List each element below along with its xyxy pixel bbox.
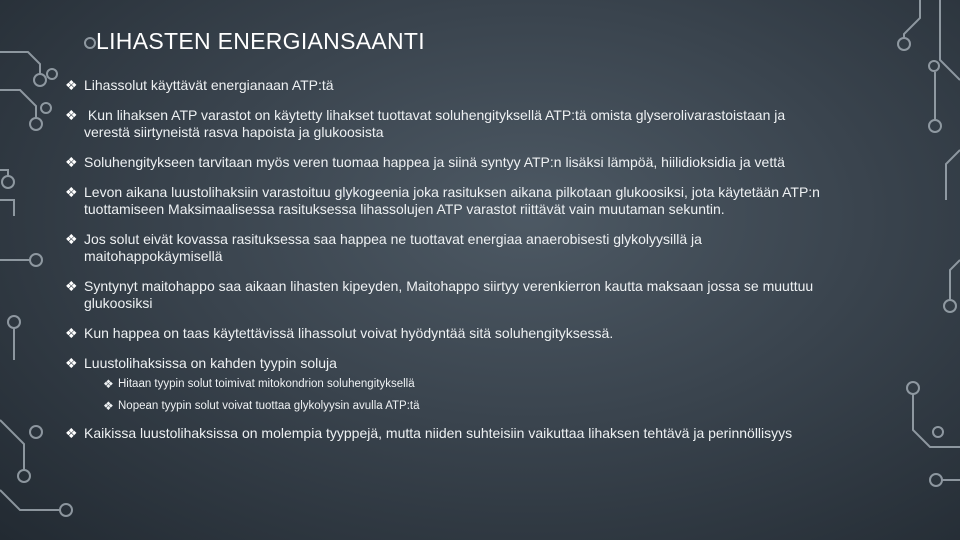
diamond-bullet-icon: ❖ [65, 154, 78, 170]
bullet-text: Jos solut eivät kovassa rasituksessa saa happea ne tuottavat energiaa anaerobisesti glykolyysillä ja maitohappokäymisellä [84, 231, 702, 264]
bullet-item [62, 231, 822, 265]
diamond-bullet-icon: ❖ [65, 425, 78, 441]
bullet-item [62, 325, 822, 342]
slide-title: LIHASTEN ENERGIANSAANTI [96, 28, 425, 54]
diamond-bullet-icon: ❖ [65, 355, 78, 371]
diamond-bullet-icon: ❖ [65, 77, 78, 93]
bullet-item [62, 154, 822, 171]
bullet-item [62, 107, 822, 141]
bullet-item [62, 278, 822, 312]
diamond-bullet-icon: ❖ [103, 399, 114, 413]
bullet-text: Kun happea on taas käytettävissä lihassolut voivat hyödyntää sitä soluhengityksessä. [84, 325, 614, 341]
diamond-bullet-icon: ❖ [65, 107, 78, 123]
diamond-bullet-icon: ❖ [65, 231, 78, 247]
bullet-item [62, 184, 822, 218]
bullet-item [62, 425, 822, 442]
sub-bullet-text: Hitaan tyypin solut toimivat mitokondrion soluhengityksellä [118, 378, 415, 390]
bullet-text: Syntynyt maitohappo saa aikaan lihasten kipeyden, Maitohappo siirtyy verenkierron kautta maksaan jossa se muuttuu glukoosiksi [84, 278, 814, 311]
bullet-text: Luustolihaksissa on kahden tyypin soluja [84, 355, 337, 371]
sub-bullet-item [62, 399, 822, 413]
bullet-text: Lihassolut käyttävät energianaan ATP:tä [84, 77, 334, 93]
bullet-item [62, 77, 822, 94]
bullet-text: Kun lihaksen ATP varastot on käytetty lihakset tuottavat soluhengityksellä ATP:tä omista glyserolivarastoistaan ja verestä siirtyneistä rasva hapoista ja glukoosista [84, 107, 790, 140]
bullet-list [62, 77, 822, 455]
bullet-text: Soluhengitykseen tarvitaan myös veren tuomaa happea ja siinä syntyy ATP:n lisäksi lämpöä, hiilidioksidia ja vettä [84, 154, 785, 170]
bullet-item [62, 355, 822, 372]
diamond-bullet-icon: ❖ [103, 377, 114, 391]
diamond-bullet-icon: ❖ [65, 278, 78, 294]
diamond-bullet-icon: ❖ [65, 184, 78, 200]
bullet-text: Kaikissa luustolihaksissa on molempia tyyppejä, mutta niiden suhteisiin vaikuttaa lihaksen tehtävä ja perinnöllisyys [84, 425, 793, 441]
sub-bullet-text: Nopean tyypin solut voivat tuottaa glykolyysin avulla ATP:tä [118, 400, 420, 412]
diamond-bullet-icon: ❖ [65, 325, 78, 341]
sub-bullet-item [62, 377, 822, 391]
bullet-text: Levon aikana luustolihaksiin varastoituu glykogeenia joka rasituksen aikana pilkotaan glukoosiksi, jota käytetään ATP:n tuottamiseen Maksimaalisessa rasituksessa lihassolujen ATP varastot riittävät vain muutaman sekuntin. [84, 184, 820, 217]
